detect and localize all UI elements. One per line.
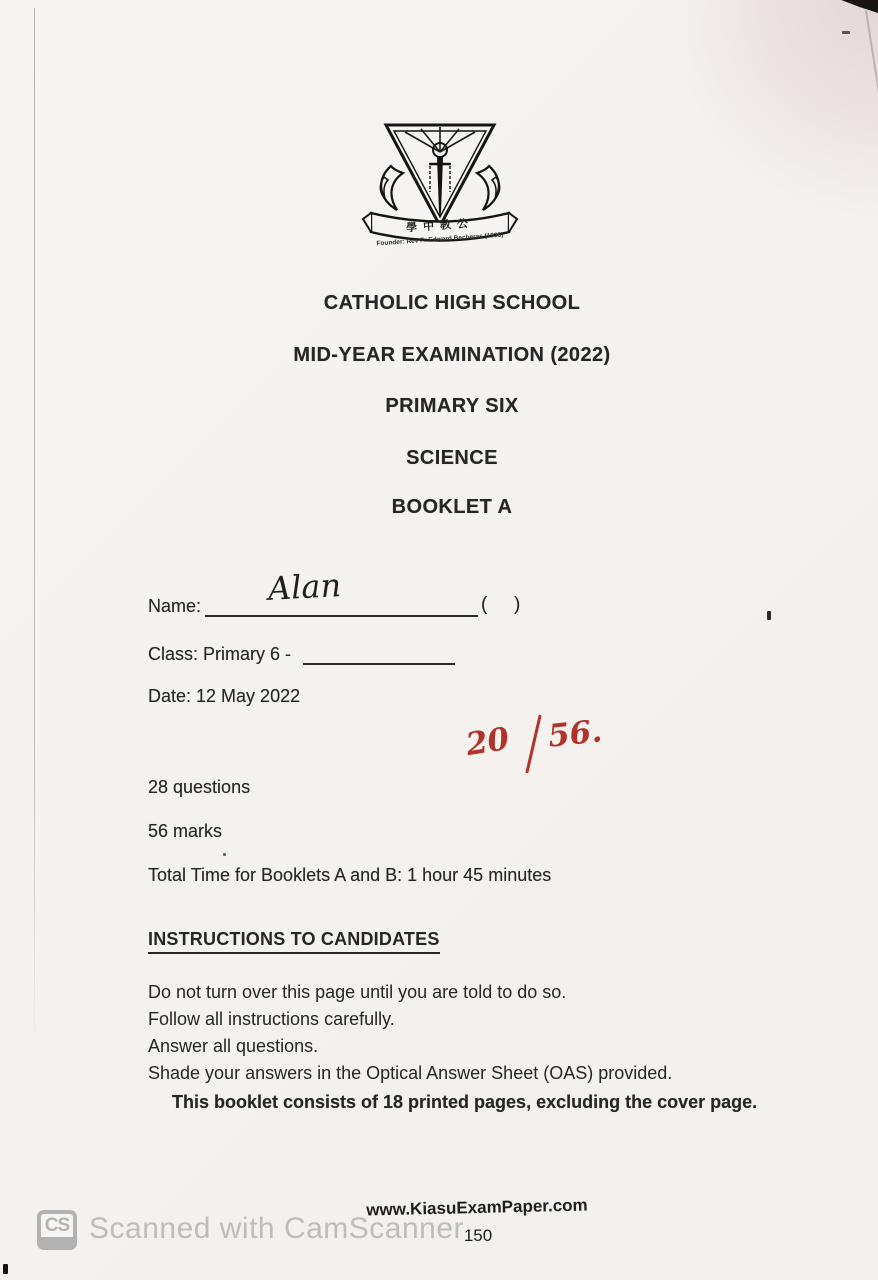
index-paren-close: ) — [514, 594, 521, 615]
instructions-list — [148, 979, 672, 1087]
handwritten-name: Alan — [267, 566, 342, 608]
ink-speck — [223, 853, 226, 856]
crest-graphic — [357, 120, 523, 270]
exam-title: MID-YEAR EXAMINATION (2022) — [293, 344, 611, 366]
ink-speck — [3, 1264, 8, 1274]
camscanner-initials: CS — [44, 1215, 70, 1236]
marks-count: 56 marks — [148, 821, 223, 841]
page-number: 150 — [463, 1226, 493, 1245]
paper-crease-line — [34, 8, 35, 1053]
class-underline — [303, 663, 455, 665]
ink-speck — [842, 31, 850, 34]
booklet-note: This booklet consists of 18 printed pages, excluding the cover page. — [172, 1092, 758, 1112]
instruction-line: Follow all instructions carefully. — [148, 1009, 395, 1029]
name-underline — [205, 615, 478, 617]
scan-shadow-top-right — [688, 0, 878, 250]
school-crest-logo — [357, 120, 523, 270]
camscanner-text: Scanned with CamScanner — [89, 1212, 465, 1245]
subject-title: SCIENCE — [406, 447, 498, 469]
school-name: CATHOLIC HIGH SCHOOL — [323, 292, 581, 314]
score-total: 56. — [546, 713, 604, 755]
questions-count: 28 questions — [148, 777, 251, 797]
score-achieved: 20 — [463, 720, 512, 764]
total-time: Total Time for Booklets A and B: 1 hour 45 minutes — [148, 865, 552, 885]
instruction-line: Shade your answers in the Optical Answer Sheet (OAS) provided. — [148, 1063, 673, 1083]
level-title: PRIMARY SIX — [385, 395, 519, 417]
handwritten-score — [462, 708, 632, 783]
score-slash — [525, 714, 541, 773]
crest-banner-characters: 學中教公 — [405, 217, 475, 235]
instruction-line: Answer all questions. — [148, 1036, 319, 1056]
booklet-title: BOOKLET A — [391, 496, 513, 518]
instruction-line: Do not turn over this page until you are told to do so. — [148, 982, 567, 1002]
class-label: Class: Primary 6 - — [148, 644, 292, 664]
index-paren-open: ( — [481, 594, 488, 615]
instructions-heading: INSTRUCTIONS TO CANDIDATES — [148, 929, 440, 954]
name-label: Name: — [148, 596, 202, 616]
website-footer: www.KiasuExamPaper.com — [366, 1195, 588, 1220]
ink-speck — [767, 611, 771, 620]
crest-founder-text: Founder: Rev Fr Edward Becheras (1935) — [376, 231, 504, 248]
date-label: Date: 12 May 2022 — [148, 686, 301, 706]
